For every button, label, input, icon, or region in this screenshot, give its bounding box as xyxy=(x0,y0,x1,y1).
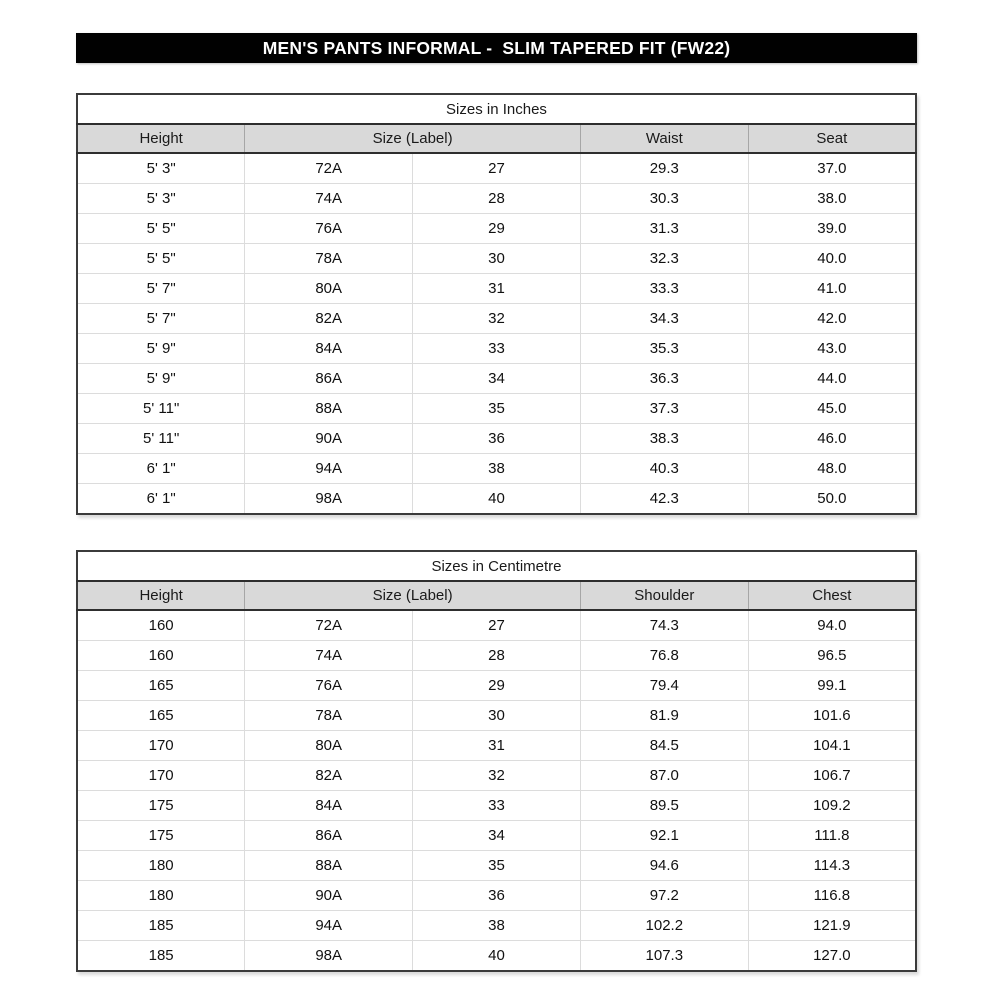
table-cell: 5' 11" xyxy=(77,424,245,454)
table-row xyxy=(77,671,916,701)
table-cell: 29 xyxy=(413,671,581,701)
table-header-row xyxy=(77,581,916,610)
table-cell: 5' 3" xyxy=(77,153,245,184)
table-cell: 38.3 xyxy=(580,424,748,454)
table-cell: 48.0 xyxy=(748,454,916,484)
column-header-height: Height xyxy=(77,581,245,610)
table-cell: 31 xyxy=(413,274,581,304)
table-row xyxy=(77,641,916,671)
table-cell: 6' 1" xyxy=(77,484,245,515)
table-cell: 98A xyxy=(245,941,413,972)
table-cell: 99.1 xyxy=(748,671,916,701)
table-cell: 30 xyxy=(413,701,581,731)
table-row xyxy=(77,153,916,184)
table-cell: 84A xyxy=(245,791,413,821)
table-cell: 46.0 xyxy=(748,424,916,454)
column-header-waist: Waist xyxy=(580,124,748,153)
table-cell: 27 xyxy=(413,610,581,641)
page-title: MEN'S PANTS INFORMAL - SLIM TAPERED FIT (FW22) xyxy=(76,33,917,63)
table-cell: 76A xyxy=(245,214,413,244)
table-cell: 40.3 xyxy=(580,454,748,484)
column-header-size-label: Size (Label) xyxy=(245,124,581,153)
table-cell: 86A xyxy=(245,364,413,394)
table-cell: 43.0 xyxy=(748,334,916,364)
table-body xyxy=(77,153,916,514)
table-cell: 35 xyxy=(413,851,581,881)
table-cell: 84A xyxy=(245,334,413,364)
table-cell: 5' 3" xyxy=(77,184,245,214)
table-row xyxy=(77,821,916,851)
table-caption: Sizes in Inches xyxy=(77,94,916,124)
table-cell: 5' 5" xyxy=(77,214,245,244)
table-caption: Sizes in Centimetre xyxy=(77,551,916,581)
table-row xyxy=(77,881,916,911)
table-cell: 81.9 xyxy=(580,701,748,731)
table-cell: 79.4 xyxy=(580,671,748,701)
table-cell: 80A xyxy=(245,274,413,304)
table-caption-row xyxy=(77,551,916,581)
table-cell: 40.0 xyxy=(748,244,916,274)
table-cell: 29.3 xyxy=(580,153,748,184)
table-row xyxy=(77,791,916,821)
table-cell: 90A xyxy=(245,424,413,454)
table-row xyxy=(77,274,916,304)
table-cell: 29 xyxy=(413,214,581,244)
table-row xyxy=(77,851,916,881)
table-cell: 5' 11" xyxy=(77,394,245,424)
table-cell: 86A xyxy=(245,821,413,851)
table-cell: 80A xyxy=(245,731,413,761)
table-row xyxy=(77,334,916,364)
table-cell: 94.6 xyxy=(580,851,748,881)
table-cell: 175 xyxy=(77,791,245,821)
table-cell: 109.2 xyxy=(748,791,916,821)
table-cell: 160 xyxy=(77,641,245,671)
table-cell: 165 xyxy=(77,701,245,731)
table-row xyxy=(77,304,916,334)
table-row xyxy=(77,394,916,424)
table-cell: 5' 9" xyxy=(77,364,245,394)
column-header-shoulder: Shoulder xyxy=(580,581,748,610)
table-header-row xyxy=(77,124,916,153)
table-cell: 111.8 xyxy=(748,821,916,851)
table-cell: 82A xyxy=(245,304,413,334)
table-cell: 38 xyxy=(413,454,581,484)
table-cell: 30 xyxy=(413,244,581,274)
table-cell: 104.1 xyxy=(748,731,916,761)
table-cell: 185 xyxy=(77,911,245,941)
table-row xyxy=(77,911,916,941)
table-cell: 31.3 xyxy=(580,214,748,244)
table-row xyxy=(77,941,916,972)
table-row xyxy=(77,424,916,454)
table-cell: 37.3 xyxy=(580,394,748,424)
table-cell: 170 xyxy=(77,761,245,791)
column-header-height: Height xyxy=(77,124,245,153)
table-cell: 92.1 xyxy=(580,821,748,851)
table-row xyxy=(77,214,916,244)
table-cell: 6' 1" xyxy=(77,454,245,484)
table-row xyxy=(77,364,916,394)
table-cell: 97.2 xyxy=(580,881,748,911)
table-cell: 89.5 xyxy=(580,791,748,821)
table-cell: 37.0 xyxy=(748,153,916,184)
table-cell: 42.3 xyxy=(580,484,748,515)
table-cell: 36 xyxy=(413,881,581,911)
table-cell: 33 xyxy=(413,791,581,821)
table-cell: 74A xyxy=(245,641,413,671)
table-cell: 39.0 xyxy=(748,214,916,244)
table-cell: 32 xyxy=(413,761,581,791)
table-cell: 74.3 xyxy=(580,610,748,641)
table-cell: 5' 9" xyxy=(77,334,245,364)
column-header-size-label: Size (Label) xyxy=(245,581,581,610)
table-cell: 27 xyxy=(413,153,581,184)
table-cell: 36 xyxy=(413,424,581,454)
table-cell: 28 xyxy=(413,641,581,671)
table-cell: 28 xyxy=(413,184,581,214)
table-cell: 180 xyxy=(77,851,245,881)
table-cell: 5' 7" xyxy=(77,304,245,334)
column-header-chest: Chest xyxy=(748,581,916,610)
table-row xyxy=(77,484,916,515)
table-cell: 33 xyxy=(413,334,581,364)
sizes-in-inches-table xyxy=(76,93,917,515)
table-row xyxy=(77,701,916,731)
table-cell: 50.0 xyxy=(748,484,916,515)
table-cell: 34 xyxy=(413,821,581,851)
table-cell: 40 xyxy=(413,941,581,972)
table-cell: 34.3 xyxy=(580,304,748,334)
table-cell: 76A xyxy=(245,671,413,701)
table-row xyxy=(77,244,916,274)
table-cell: 96.5 xyxy=(748,641,916,671)
table-row xyxy=(77,454,916,484)
table-cell: 175 xyxy=(77,821,245,851)
table-cell: 78A xyxy=(245,701,413,731)
table-cell: 36.3 xyxy=(580,364,748,394)
table-cell: 41.0 xyxy=(748,274,916,304)
table-cell: 116.8 xyxy=(748,881,916,911)
sizes-in-centimetre-table xyxy=(76,550,917,972)
table-cell: 34 xyxy=(413,364,581,394)
table-cell: 38 xyxy=(413,911,581,941)
table-cell: 45.0 xyxy=(748,394,916,424)
table-cell: 121.9 xyxy=(748,911,916,941)
table-cell: 32 xyxy=(413,304,581,334)
table-cell: 107.3 xyxy=(580,941,748,972)
table-cell: 72A xyxy=(245,153,413,184)
table-cell: 30.3 xyxy=(580,184,748,214)
table-cell: 40 xyxy=(413,484,581,515)
table-cell: 165 xyxy=(77,671,245,701)
table-cell: 114.3 xyxy=(748,851,916,881)
table-cell: 38.0 xyxy=(748,184,916,214)
table-cell: 44.0 xyxy=(748,364,916,394)
table-row xyxy=(77,610,916,641)
table-cell: 72A xyxy=(245,610,413,641)
table-cell: 94.0 xyxy=(748,610,916,641)
table-cell: 88A xyxy=(245,394,413,424)
table-caption-row xyxy=(77,94,916,124)
table-body xyxy=(77,610,916,971)
table-cell: 76.8 xyxy=(580,641,748,671)
table-cell: 42.0 xyxy=(748,304,916,334)
table-cell: 35 xyxy=(413,394,581,424)
table-row xyxy=(77,184,916,214)
table-cell: 87.0 xyxy=(580,761,748,791)
table-cell: 127.0 xyxy=(748,941,916,972)
table-cell: 82A xyxy=(245,761,413,791)
table-cell: 78A xyxy=(245,244,413,274)
column-header-seat: Seat xyxy=(748,124,916,153)
table-cell: 74A xyxy=(245,184,413,214)
table-cell: 5' 5" xyxy=(77,244,245,274)
table-cell: 106.7 xyxy=(748,761,916,791)
table-cell: 101.6 xyxy=(748,701,916,731)
table-cell: 31 xyxy=(413,731,581,761)
table-cell: 94A xyxy=(245,911,413,941)
table-cell: 185 xyxy=(77,941,245,972)
table-cell: 84.5 xyxy=(580,731,748,761)
table-cell: 102.2 xyxy=(580,911,748,941)
table-cell: 160 xyxy=(77,610,245,641)
table-cell: 32.3 xyxy=(580,244,748,274)
table-cell: 94A xyxy=(245,454,413,484)
table-row xyxy=(77,731,916,761)
table-cell: 98A xyxy=(245,484,413,515)
table-cell: 180 xyxy=(77,881,245,911)
table-cell: 170 xyxy=(77,731,245,761)
table-cell: 35.3 xyxy=(580,334,748,364)
table-cell: 90A xyxy=(245,881,413,911)
table-cell: 33.3 xyxy=(580,274,748,304)
page-container xyxy=(76,0,917,972)
table-cell: 5' 7" xyxy=(77,274,245,304)
table-cell: 88A xyxy=(245,851,413,881)
table-row xyxy=(77,761,916,791)
